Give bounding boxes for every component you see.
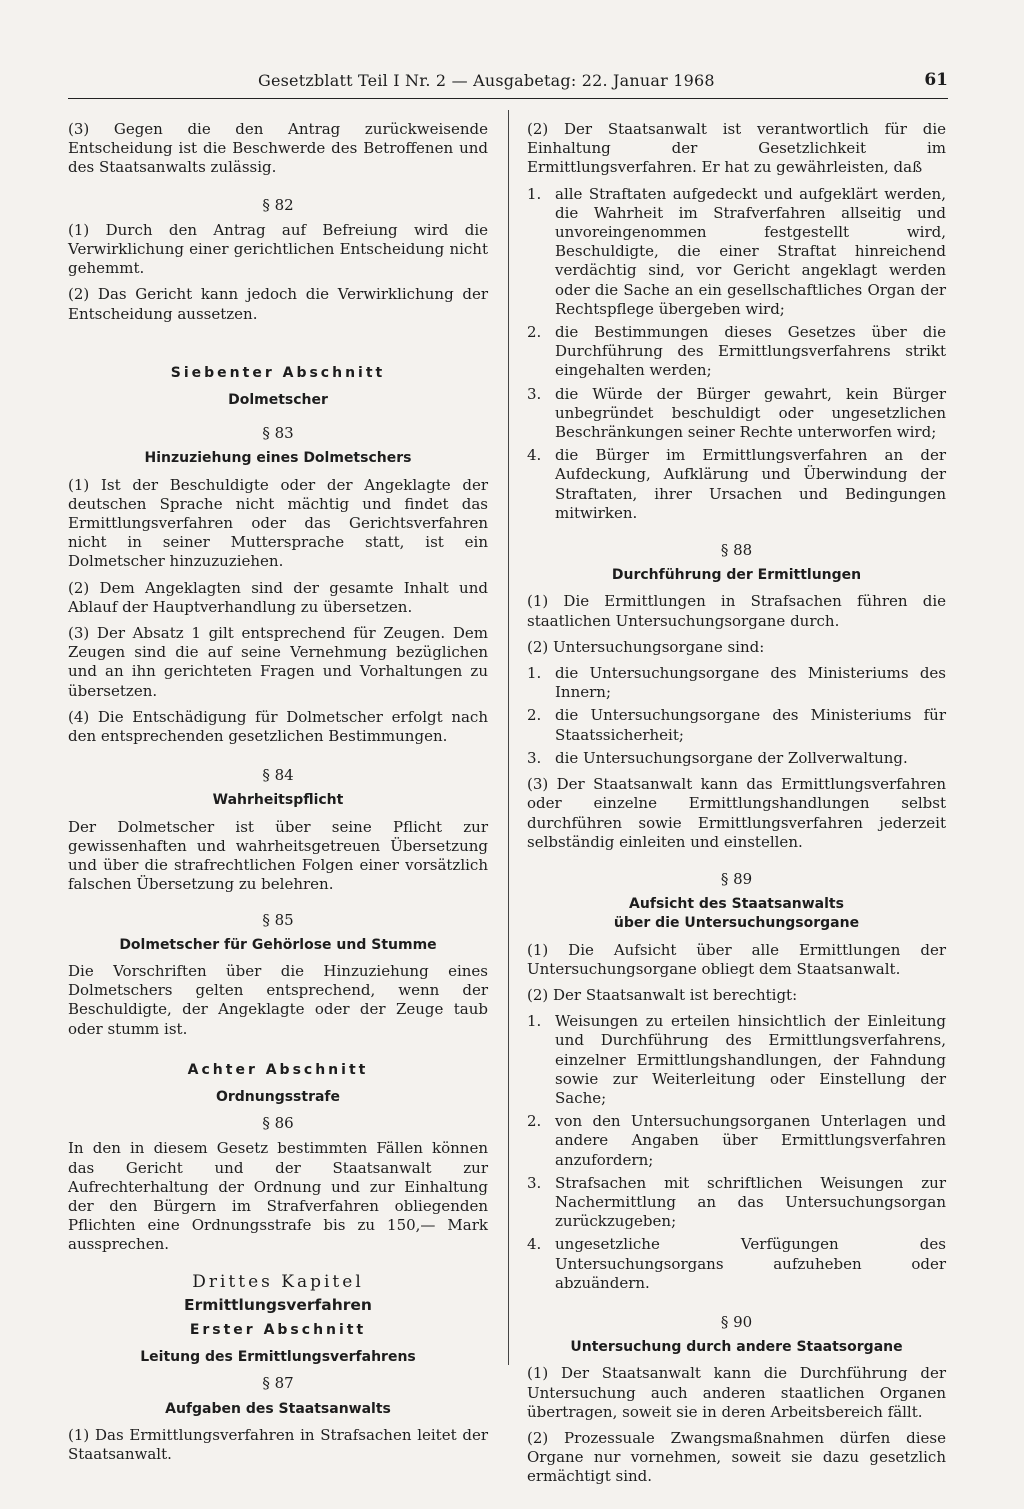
paragraph-84: Der Dolmetscher ist über seine Pflicht zur gewissenhaften und wahrheitsgetreuen Übersetzung und über die strafrechtlichen Folgen einer vorsätzlich falschen Übersetzung zu belehren. — [68, 817, 488, 894]
paragraph-88-3: (3) Der Staatsanwalt kann das Ermittlungsverfahren oder einzelne Ermittlungshandlungen selbst durchführen sowie Ermittlungsverfahren jederzeit selbständig einleiten und einstellen. — [527, 775, 946, 851]
abschnitt-8-heading: Achter Abschnitt — [187, 1061, 369, 1078]
abschnitt-1-heading: Erster Abschnitt — [189, 1321, 367, 1338]
paragraph-89-2: (2) Der Staatsanwalt ist berechtigt: — [527, 985, 798, 1004]
list-item: 1. alle Straftaten aufgedeckt und aufgeklärt werden, die Wahrheit im Strafverfahren allseitig und unvoreingenommen festgestellt wird, Beschuldigte, die einer Straftat hinreichend verdächtig sind, vor Gericht angeklagt werden oder die Sache an ein gesellschaftliches Organ der Rechtspflege übergeben wird; — [527, 184, 946, 318]
paragraph-86: In den in diesem Gesetz bestimmten Fällen können das Gericht und der Staatsanwalt zur Aufrechterhaltung der Ordnung und zur Einhaltung der den Bürgern im Strafverfahren obliegenden Pflichten eine Ordnungsstrafe bis zu 150,— Mark aussprechen. — [68, 1139, 488, 1254]
abschnitt-1-title: Leitung des Ermittlungsverfahrens — [140, 1349, 416, 1366]
paragraph-83-2: (2) Dem Angeklagten sind der gesamte Inhalt und Ablauf der Hauptverhandlung zu übersetzen. — [68, 578, 488, 616]
list-89 — [527, 1012, 946, 1293]
paragraph-88-1: (1) Die Ermittlungen in Strafsachen führen die staatlichen Untersuchungsorgane durch. — [527, 592, 946, 630]
list-87 — [527, 185, 946, 523]
paragraph-89-1: (1) Die Aufsicht über alle Ermittlungen der Untersuchungsorgane obliegt dem Staatsanwalt. — [527, 940, 946, 978]
list-item: 1. Weisungen zu erteilen hinsichtlich der Einleitung und Durchführung des Ermittlungsverfahrens, einzelner Ermittlungshandlungen, der Fahndung sowie zur Weiterleitung oder Einstellung der Sache; — [527, 1012, 946, 1107]
kapitel-3-title: Ermittlungsverfahren — [184, 1295, 372, 1314]
paragraph-87-2: (2) Der Staatsanwalt ist verantwortlich für die Einhaltung der Gesetzlichkeit im Ermittlungsverfahren. Er hat zu gewährleisten, daß — [527, 120, 946, 177]
section-84-number: § 84 — [262, 766, 294, 785]
column-divider — [508, 110, 509, 1365]
paragraph-83-1: (1) Ist der Beschuldigte oder der Angeklagte der deutschen Sprache nicht mächtig und findet das Ermittlungsverfahren oder das Gerichtsverfahren nicht in seiner Muttersprache statt, ist ein Dolmetscher hinzuzuziehen. — [68, 475, 488, 571]
section-84-title: Wahrheitspflicht — [212, 792, 344, 809]
list-item: 3. die Würde der Bürger gewahrt, kein Bürger unbegründet beschuldigt oder ungesetzlichen Beschränkungen seiner Rechte unterworfen wird; — [527, 384, 946, 442]
paragraph-88-2: (2) Untersuchungsorgane sind: — [527, 637, 765, 656]
list-item: 2. die Untersuchungsorgane des Ministeriums für Staatssicherheit; — [527, 706, 946, 744]
section-86-number: § 86 — [262, 1114, 294, 1133]
section-87-title: Aufgaben des Staatsanwalts — [165, 1400, 391, 1417]
paragraph-82-1: (1) Durch den Antrag auf Befreiung wird die Verwirklichung einer gerichtlichen Entscheidung nicht gehemmt. — [68, 220, 488, 278]
paragraph-83-3: (3) Der Absatz 1 gilt entsprechend für Zeugen. Dem Zeugen sind die auf seine Vernehmung bezüglichen und an ihn gerichteten Fragen und Vorhaltungen zu übersetzen. — [68, 624, 488, 700]
list-item: 3. die Untersuchungsorgane der Zollverwaltung. — [527, 748, 908, 767]
section-90-number: § 90 — [720, 1312, 753, 1331]
page-number: 61 — [924, 70, 948, 90]
paragraph-90-1: (1) Der Staatsanwalt kann die Durchführung der Untersuchung auch anderen staatlichen Organen übertragen, soweit sie in deren Arbeitsbereich fällt. — [527, 1364, 946, 1421]
section-89-number: § 89 — [720, 869, 753, 888]
list-item: 4. ungesetzliche Verfügungen des Untersuchungsorgans aufzuheben oder abzuändern. — [527, 1235, 946, 1292]
paragraph-90-2: (2) Prozessuale Zwangsmaßnahmen dürfen diese Organe nur vornehmen, soweit sie dazu gesetzlich ermächtigt sind. — [527, 1428, 946, 1486]
section-82-number: § 82 — [262, 195, 294, 214]
list-item: 2. von den Untersuchungsorganen Unterlagen und andere Angaben über Ermittlungsverfahren anzufordern; — [527, 1112, 946, 1169]
abschnitt-7-title: Dolmetscher — [228, 392, 328, 409]
kapitel-3-heading: Drittes Kapitel — [192, 1271, 364, 1292]
right-column — [527, 120, 946, 1494]
section-83-title: Hinzuziehung eines Dolmetschers — [144, 450, 412, 467]
section-89-title-2: über die Untersuchungsorgane — [613, 915, 860, 932]
section-85-title: Dolmetscher für Gehörlose und Stumme — [119, 936, 437, 953]
left-column — [68, 120, 488, 1471]
paragraph-85: Die Vorschriften über die Hinzuziehung eines Dolmetschers gelten entsprechend, wenn der Beschuldigte, der Angeklagte oder der Zeuge taub oder stumm ist. — [68, 961, 488, 1038]
paragraph-82-2: (2) Das Gericht kann jedoch die Verwirklichung der Entscheidung aussetzen. — [68, 285, 488, 323]
paragraph-83-4: (4) Die Entschädigung für Dolmetscher erfolgt nach den entsprechenden gesetzlichen Bestimmungen. — [68, 707, 488, 746]
section-85-number: § 85 — [262, 910, 294, 929]
abschnitt-8-title: Ordnungsstrafe — [215, 1088, 341, 1105]
list-item: 1. die Untersuchungsorgane des Ministeriums des Innern; — [527, 664, 946, 702]
gazette-title: Gesetzblatt Teil I Nr. 2 — Ausgabetag: 22. Januar 1968 — [258, 71, 715, 90]
list-item: 3. Strafsachen mit schriftlichen Weisungen zur Nachermittlung an das Untersuchungsorgan zurückzugeben; — [527, 1173, 946, 1231]
section-90-title: Untersuchung durch andere Staatsorgane — [570, 1339, 903, 1356]
list-item: 4. die Bürger im Ermittlungsverfahren an der Aufdeckung, Aufklärung und Überwindung der Straftaten, ihrer Ursachen und Bedingungen mitwirken. — [527, 446, 946, 522]
list-88 — [527, 664, 946, 768]
section-89-title-1: Aufsicht des Staatsanwalts — [629, 896, 844, 913]
section-87-number: § 87 — [262, 1374, 294, 1393]
paragraph-81-3: (3) Gegen die den Antrag zurückweisende Entscheidung ist die Beschwerde des Betroffenen und des Staatsanwalts zulässig. — [68, 120, 488, 177]
section-83-number: § 83 — [262, 424, 294, 443]
section-88-title: Durchführung der Ermittlungen — [611, 567, 862, 584]
section-88-number: § 88 — [720, 541, 753, 560]
list-item: 2. die Bestimmungen dieses Gesetzes über die Durchführung des Ermittlungsverfahrens strikt eingehalten werden; — [527, 323, 946, 380]
paragraph-87-1: (1) Das Ermittlungsverfahren in Strafsachen leitet der Staatsanwalt. — [68, 1425, 488, 1463]
page-header — [68, 62, 948, 99]
abschnitt-7-heading: Siebenter Abschnitt — [170, 364, 386, 381]
